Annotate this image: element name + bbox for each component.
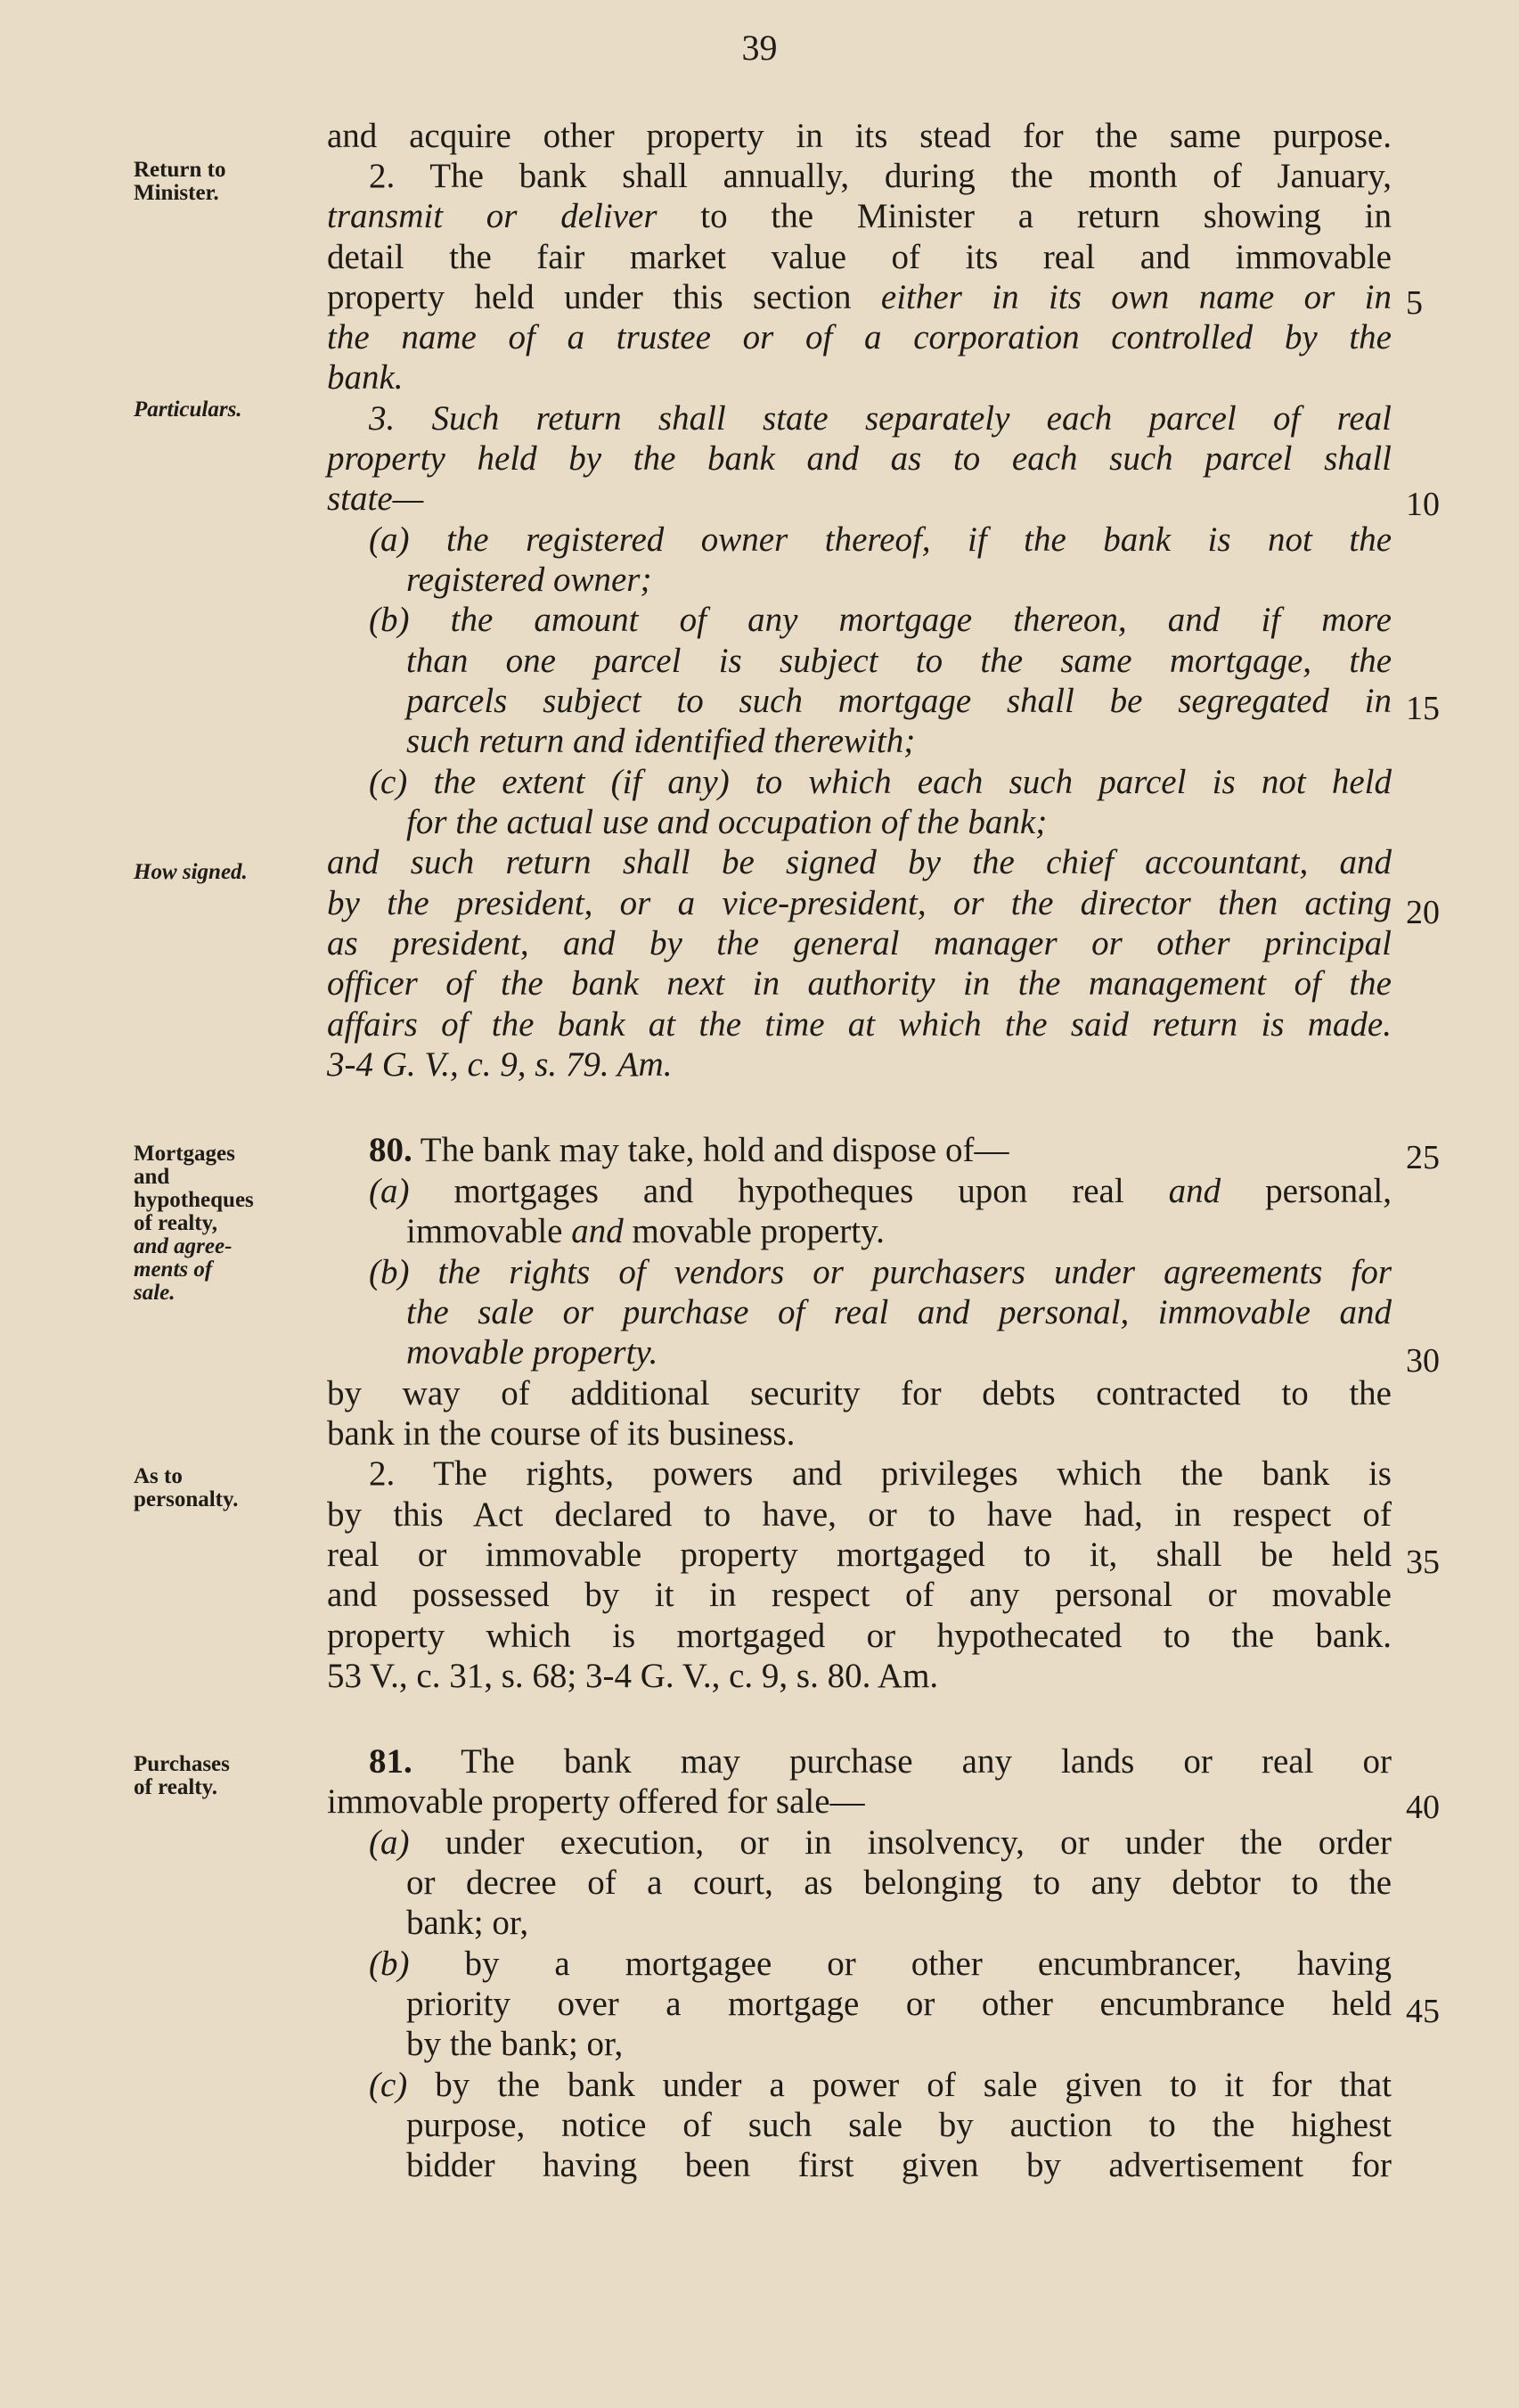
text-segment: 2. The rights, powers and privileges which the bank is [369,1454,1392,1493]
text-segment: detail the fair market value of its real and immovable [327,238,1392,276]
text-segment: state— [327,479,424,518]
margin-note-line: sale. [134,1281,176,1305]
text-line [327,1045,1392,1085]
text-line [406,2146,1392,2185]
text-line [406,803,1392,842]
text-segment: by the president, or a vice-president, or the director then acting [327,884,1392,922]
line-number: 40 [1406,1789,1440,1826]
text-segment: parcels subject to such mortgage shall be segregated in [406,682,1392,720]
line-number: 5 [1406,284,1423,322]
text-line [369,520,1392,560]
text-segment: as president, and by the general manager or other principal [327,924,1392,962]
text-segment: 53 V., c. 31, s. 68; 3-4 G. V., c. 9, s. 80. Am. [327,1657,939,1695]
text-segment: by a mortgagee or other encumbrancer, having [409,1945,1392,1983]
margin-note-line: Particulars. [134,397,242,422]
margin-note-line: of realty. [134,1775,217,1799]
text-segment: by the bank under a power of sale given to it for that [407,2066,1392,2104]
text-line [369,2066,1392,2105]
text-segment: property which is mortgaged or hypothecated to the bank. [327,1617,1392,1655]
text-line [327,1495,1392,1535]
text-line [327,1414,1392,1454]
text-segment: registered owner; [406,561,652,599]
text-segment: movable property. [406,1333,658,1372]
margin-note-return-to-minister [134,159,312,205]
line-number: 25 [1406,1139,1440,1176]
text-segment: by this Act declared to have, or to have had, in respect of [327,1495,1392,1534]
text-segment: bank; or, [406,1904,529,1942]
text-segment: The bank may take, hold and dispose of— [412,1131,1009,1169]
text-segment: or decree of a court, as belonging to any debtor to the [406,1863,1392,1902]
text-segment: either in its own name or in [880,278,1392,316]
text-line [327,1536,1392,1575]
text-segment: transmit or deliver [327,197,657,235]
text-line [369,1742,1392,1781]
text-line [327,197,1392,236]
line-number: 15 [1406,690,1440,727]
text-line [369,763,1392,802]
text-segment: bank in the course of its business. [327,1414,796,1453]
text-line [369,157,1392,196]
text-segment: 3. Such return shall state separately each parcel of real [369,399,1392,438]
text-segment: officer of the bank next in authority in the management of the [327,964,1392,1003]
text-line [327,1657,1392,1696]
text-segment: and possessed by it in respect of any personal or movable [327,1576,1392,1614]
text-line [406,1985,1392,2024]
text-segment: priority over a mortgage or other encumbrance held [406,1985,1392,2023]
text-segment: The bank may purchase any lands or real or [412,1742,1392,1781]
line-number: 35 [1406,1544,1440,1581]
text-line [369,399,1392,438]
text-segment: property held by the bank and as to each such parcel shall [327,439,1392,478]
text-line [406,1293,1392,1332]
line-number: 20 [1406,894,1440,931]
margin-note-line: and agree- [134,1234,233,1258]
text-segment: under execution, or in insolvency, or under the order [409,1823,1392,1862]
line-number: 10 [1406,486,1440,523]
text-line [327,117,1392,156]
text-line [406,1333,1392,1372]
text-line [369,1172,1392,1211]
text-line [327,278,1392,317]
text-segment: than one parcel is subject to the same mortgage, the [406,642,1392,680]
text-line [327,1005,1392,1044]
line-number: 30 [1406,1342,1440,1380]
text-line [327,1374,1392,1413]
text-segment: and acquire other property in its stead for the same purpose. [327,117,1392,155]
text-line [327,1782,1392,1822]
text-line [327,238,1392,277]
margin-note-mortgages [134,1143,312,1305]
text-line [327,1617,1392,1656]
text-segment: 80. [369,1131,412,1169]
margin-note-line: hypotheques [134,1188,254,1212]
text-segment: 3-4 G. V., c. 9, s. 79. Am. [327,1045,673,1084]
text-segment: for the actual use and occupation of the bank; [406,803,1048,841]
margin-note-line: Minister. [134,181,219,205]
text-segment: immovable [406,1212,572,1250]
text-segment: (a) the registered owner thereof, if the bank is not the [369,520,1392,559]
text-line [327,884,1392,923]
text-line [327,439,1392,479]
text-segment: (c) the extent (if any) to which each such parcel is not held [369,763,1392,801]
text-line [327,358,1392,397]
text-line [406,1212,1392,1251]
margin-note-particulars [134,398,312,422]
text-line [369,1945,1392,1984]
text-line [406,642,1392,681]
margin-note-line: Return to [134,158,226,182]
text-segment: affairs of the bank at the time at which the said return is made. [327,1005,1392,1044]
text-line [369,1131,1392,1170]
text-segment: and [1168,1172,1221,1210]
text-segment: 81. [369,1742,412,1781]
text-line [369,601,1392,640]
text-segment: purpose, notice of such sale by auction to the highest [406,2106,1392,2144]
text-segment: (a) [369,1823,410,1862]
text-line [406,682,1392,721]
margin-note-line: ments of [134,1257,213,1282]
text-line [406,1904,1392,1943]
margin-note-as-to-personalty [134,1465,312,1511]
margin-note-line: of realty, [134,1211,217,1235]
text-segment: (b) the rights of vendors or purchasers under agreements for [369,1253,1392,1291]
text-segment: (b) the amount of any mortgage thereon, and if more [369,601,1392,639]
text-line [327,924,1392,963]
text-segment: immovable property offered for sale— [327,1782,865,1821]
text-segment: and such return shall be signed by the chief accountant, and [327,843,1392,881]
margin-note-line: personalty. [134,1487,239,1511]
margin-note-purchases-of-realty [134,1753,312,1799]
text-line [406,722,1392,761]
text-line [327,843,1392,882]
text-segment: (b) [369,1945,410,1983]
text-segment: bidder having been first given by advertisement for [406,2146,1392,2184]
text-segment: and [571,1212,624,1250]
margin-note-line: How signed. [134,860,248,884]
text-line [406,1863,1392,1903]
margin-note-line: Mortgages [134,1142,235,1166]
text-segment: real or immovable property mortgaged to it, shall be held [327,1536,1392,1574]
text-segment: mortgages and hypotheques upon real [409,1172,1169,1210]
text-line [406,561,1392,600]
text-segment: by way of additional security for debts contracted to the [327,1374,1392,1413]
text-segment: movable property. [623,1212,885,1250]
page-number: 39 [741,28,778,68]
text-segment: bank. [327,358,404,397]
text-line [327,964,1392,1003]
margin-note-line: Purchases [134,1752,230,1776]
text-line [369,1454,1392,1494]
text-segment: the name of a trustee or of a corporation controlled by the [327,318,1392,356]
text-line [406,2106,1392,2145]
text-line [327,1576,1392,1615]
margin-note-how-signed [134,861,312,884]
text-segment: by the bank; or, [406,2025,624,2063]
text-line [327,479,1392,519]
text-line [369,1823,1392,1863]
margin-note-line: As to [134,1464,183,1488]
text-line [369,1253,1392,1292]
text-segment: property held under this section [327,278,881,316]
text-line [327,318,1392,357]
text-line [406,2025,1392,2064]
text-segment: the sale or purchase of real and personal, immovable and [406,1293,1392,1331]
text-segment: (a) [369,1172,410,1210]
text-segment: such return and identified therewith; [406,722,916,760]
text-segment: to the Minister a return showing in [657,197,1392,235]
line-number: 45 [1406,1993,1440,2030]
text-segment: 2. The bank shall annually, during the month of January, [369,157,1392,195]
text-segment: personal, [1221,1172,1392,1210]
margin-note-line: and [134,1165,170,1189]
text-segment: (c) [369,2066,408,2104]
